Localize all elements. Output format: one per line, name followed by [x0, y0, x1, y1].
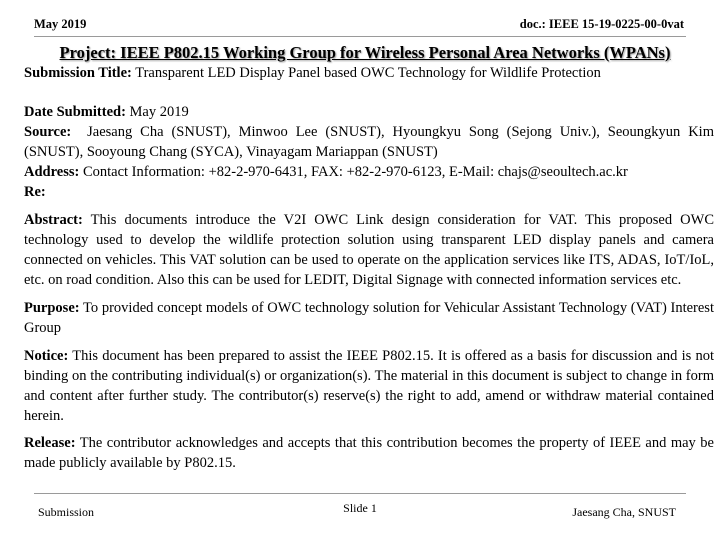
- submission-title-label: Submission Title:: [24, 65, 132, 81]
- footer-author: Jaesang Cha, SNUST: [572, 505, 676, 519]
- project-title: Project: IEEE P802.15 Working Group for Wireless Personal Area Networks (WPANs): [59, 43, 671, 62]
- abstract-value: This documents introduce the V2I OWC Link design consideration for VAT. This proposed OWC technology used to develop the wildlife protection solution using transparent LED display panels and camera connected on vehicles. This VAT solution can be used to operate on the application services like ITS, ADAS, IoT/IoL, etc. on road condition. Also this can be used for LEDIT, Digital Signage with connected information services etc.: [24, 212, 714, 288]
- purpose-label: Purpose:: [24, 300, 80, 316]
- footer-submission: Submission: [38, 505, 95, 519]
- release-label: Release:: [24, 435, 76, 451]
- header-divider: [34, 36, 686, 37]
- release-paragraph: [24, 433, 714, 473]
- purpose-value: To provided concept models of OWC technology solution for Vehicular Assistant Technology (VAT) Interest Group: [24, 300, 714, 336]
- source-value: Jaesang Cha (SNUST), Minwoo Lee (SNUST), Hyoungkyu Song (Sejong Univ.), Seoungkyun Kim (SNUST), Sooyoung Chang (SYCA), Vinayagam Mariappan (SNUST): [24, 124, 714, 160]
- abstract-label: Abstract:: [24, 212, 83, 228]
- address-label: Address:: [24, 164, 80, 180]
- release-value: The contributor acknowledges and accepts that this contribution becomes the property of IEEE and may be made publicly available by P802.15.: [24, 435, 714, 471]
- date-submitted-label: Date Submitted:: [24, 104, 126, 120]
- re-label: Re:: [24, 184, 46, 200]
- notice-paragraph: [24, 346, 714, 426]
- document-body: [24, 63, 714, 473]
- header-date: May 2019: [34, 17, 87, 31]
- re-line: [24, 182, 714, 202]
- date-submitted-line: [24, 102, 714, 122]
- submission-title-value: Transparent LED Display Panel based OWC Technology for Wildlife Protection: [135, 65, 601, 81]
- address-line: [24, 162, 714, 182]
- source-line: [24, 122, 714, 162]
- footer-divider: [34, 493, 686, 494]
- notice-value: This document has been prepared to assist the IEEE P802.15. It is offered as a basis for discussion and is not binding on the contributing individual(s) or organization(s). The material in this document is subject to change in form and content after further study. The contributor(s) reserve(s) the right to add, amend or withdraw material contained herein.: [24, 348, 714, 424]
- footer-slide-number: Slide 1: [343, 501, 377, 515]
- header-doc-id: doc.: IEEE 15-19-0225-00-0vat: [519, 17, 684, 31]
- date-submitted-value: May 2019: [129, 104, 189, 120]
- address-value: Contact Information: +82-2-970-6431, FAX: +82-2-970-6123, E-Mail: chajs@seoultech.ac.kr: [82, 164, 628, 180]
- notice-label: Notice:: [24, 348, 69, 364]
- source-label: Source:: [24, 124, 72, 140]
- submission-title-line: [24, 63, 714, 83]
- purpose-paragraph: [24, 298, 714, 338]
- abstract-paragraph: [24, 210, 714, 290]
